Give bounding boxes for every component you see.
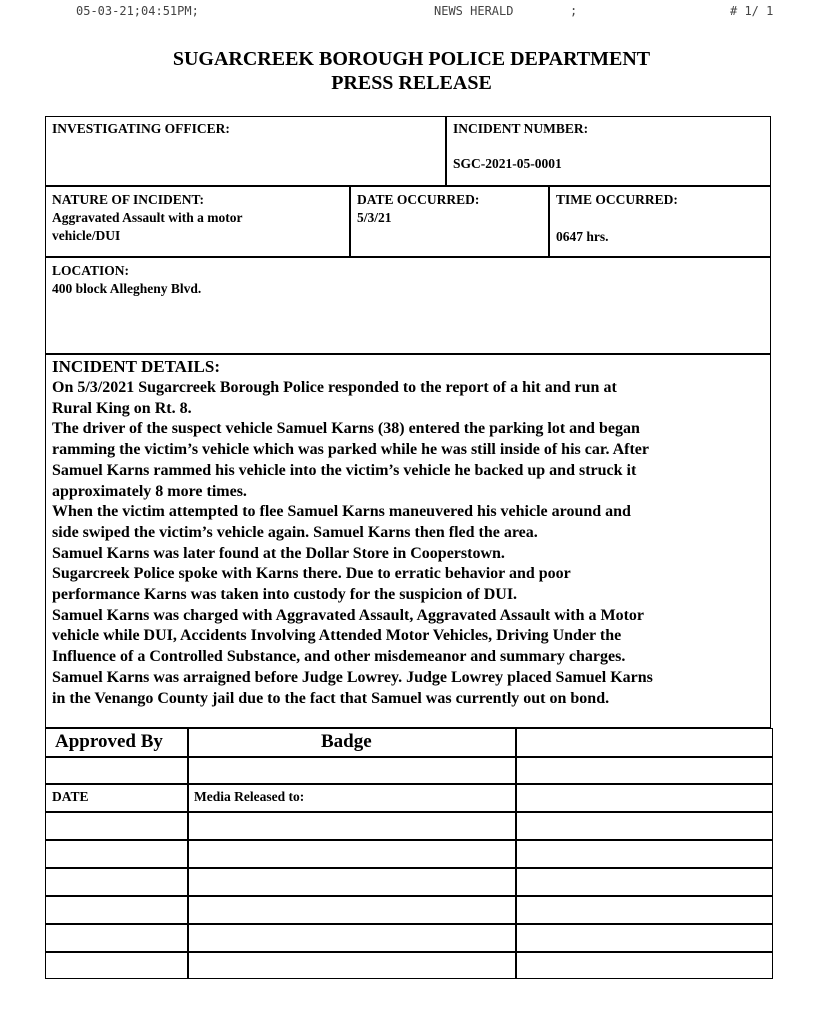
approval-row-line	[45, 895, 773, 897]
fax-page-number: # 1/ 1	[730, 4, 774, 18]
fax-separator: ;	[570, 4, 578, 18]
date-occurred-label: DATE OCCURRED:	[357, 192, 480, 207]
location-box	[45, 257, 771, 354]
approval-row-line	[45, 951, 773, 953]
details-line: When the victim attempted to flee Samuel Karns maneuvered his vehicle around and	[52, 503, 631, 521]
officer-divider	[445, 116, 447, 186]
details-line: performance Karns was taken into custody for the suspicion of DUI.	[52, 586, 518, 604]
approval-row-line	[45, 811, 773, 813]
date-occurred-value: 5/3/21	[357, 210, 392, 225]
date-divider	[548, 186, 550, 257]
time-occurred-value: 0647 hrs.	[556, 229, 609, 244]
details-line: Samuel Karns was charged with Aggravated Assault, Aggravated Assault with a Motor	[52, 606, 645, 624]
approval-row-line	[45, 867, 773, 869]
incident-details-body	[52, 378, 768, 709]
time-occurred-label: TIME OCCURRED:	[556, 192, 678, 207]
details-line: Samuel Karns was later found at the Dollar Store in Cooperstown.	[52, 544, 505, 562]
incident-details-label: INCIDENT DETAILS:	[52, 357, 220, 376]
fax-sender: NEWS HERALD	[434, 4, 514, 18]
approval-row-line	[45, 923, 773, 925]
date-label: DATE	[52, 789, 89, 804]
nature-label: NATURE OF INCIDENT:	[52, 192, 205, 207]
details-line: in the Venango County jail due to the fact that Samuel was currently out on bond.	[52, 689, 610, 707]
details-line: Sugarcreek Police spoke with Karns there. Due to erratic behavior and poor	[52, 565, 571, 583]
nature-value-line1: Aggravated Assault with a motor	[52, 210, 243, 225]
approval-col-divider-2	[515, 728, 517, 979]
officer-label: INVESTIGATING OFFICER:	[52, 121, 230, 136]
badge-label: Badge	[321, 731, 372, 752]
location-value: 400 block Allegheny Blvd.	[52, 281, 202, 296]
document-type-title: PRESS RELEASE	[331, 72, 492, 94]
approval-grid	[45, 728, 773, 979]
approved-by-label: Approved By	[55, 731, 163, 752]
approval-row-line	[45, 783, 773, 785]
details-line: approximately 8 more times.	[52, 482, 247, 500]
nature-divider	[349, 186, 351, 257]
details-line: Samuel Karns was arraigned before Judge Lowrey. Judge Lowrey placed Samuel Karns	[52, 668, 653, 686]
nature-value-line2: vehicle/DUI	[52, 228, 121, 243]
approval-col-divider-1	[187, 728, 189, 979]
details-line: The driver of the suspect vehicle Samuel Karns (38) entered the parking lot and began	[52, 420, 640, 438]
department-title: SUGARCREEK BOROUGH POLICE DEPARTMENT	[172, 48, 651, 70]
details-line: On 5/3/2021 Sugarcreek Borough Police responded to the report of a hit and run at	[52, 379, 617, 396]
details-line: vehicle while DUI, Accidents Involving Attended Motor Vehicles, Driving Under the	[52, 627, 622, 645]
details-line: side swiped the victim’s vehicle again. Samuel Karns then fled the area.	[52, 523, 538, 541]
approval-row-line	[45, 756, 773, 758]
incident-number-value: SGC-2021-05-0001	[453, 156, 562, 171]
details-line: Influence of a Controlled Substance, and other misdemeanor and summary charges.	[52, 648, 626, 666]
approval-row-line	[45, 839, 773, 841]
media-released-label: Media Released to:	[194, 789, 305, 804]
incident-number-label: INCIDENT NUMBER:	[453, 121, 589, 136]
details-line: Rural King on Rt. 8.	[52, 399, 192, 417]
details-line: Samuel Karns rammed his vehicle into the victim’s vehicle he backed up and struck it	[52, 461, 637, 479]
details-line: ramming the victim’s vehicle which was parked while he was still inside of his car. After	[52, 441, 650, 459]
location-label: LOCATION:	[52, 263, 130, 278]
fax-datetime: 05-03-21;04:51PM;	[76, 4, 199, 18]
